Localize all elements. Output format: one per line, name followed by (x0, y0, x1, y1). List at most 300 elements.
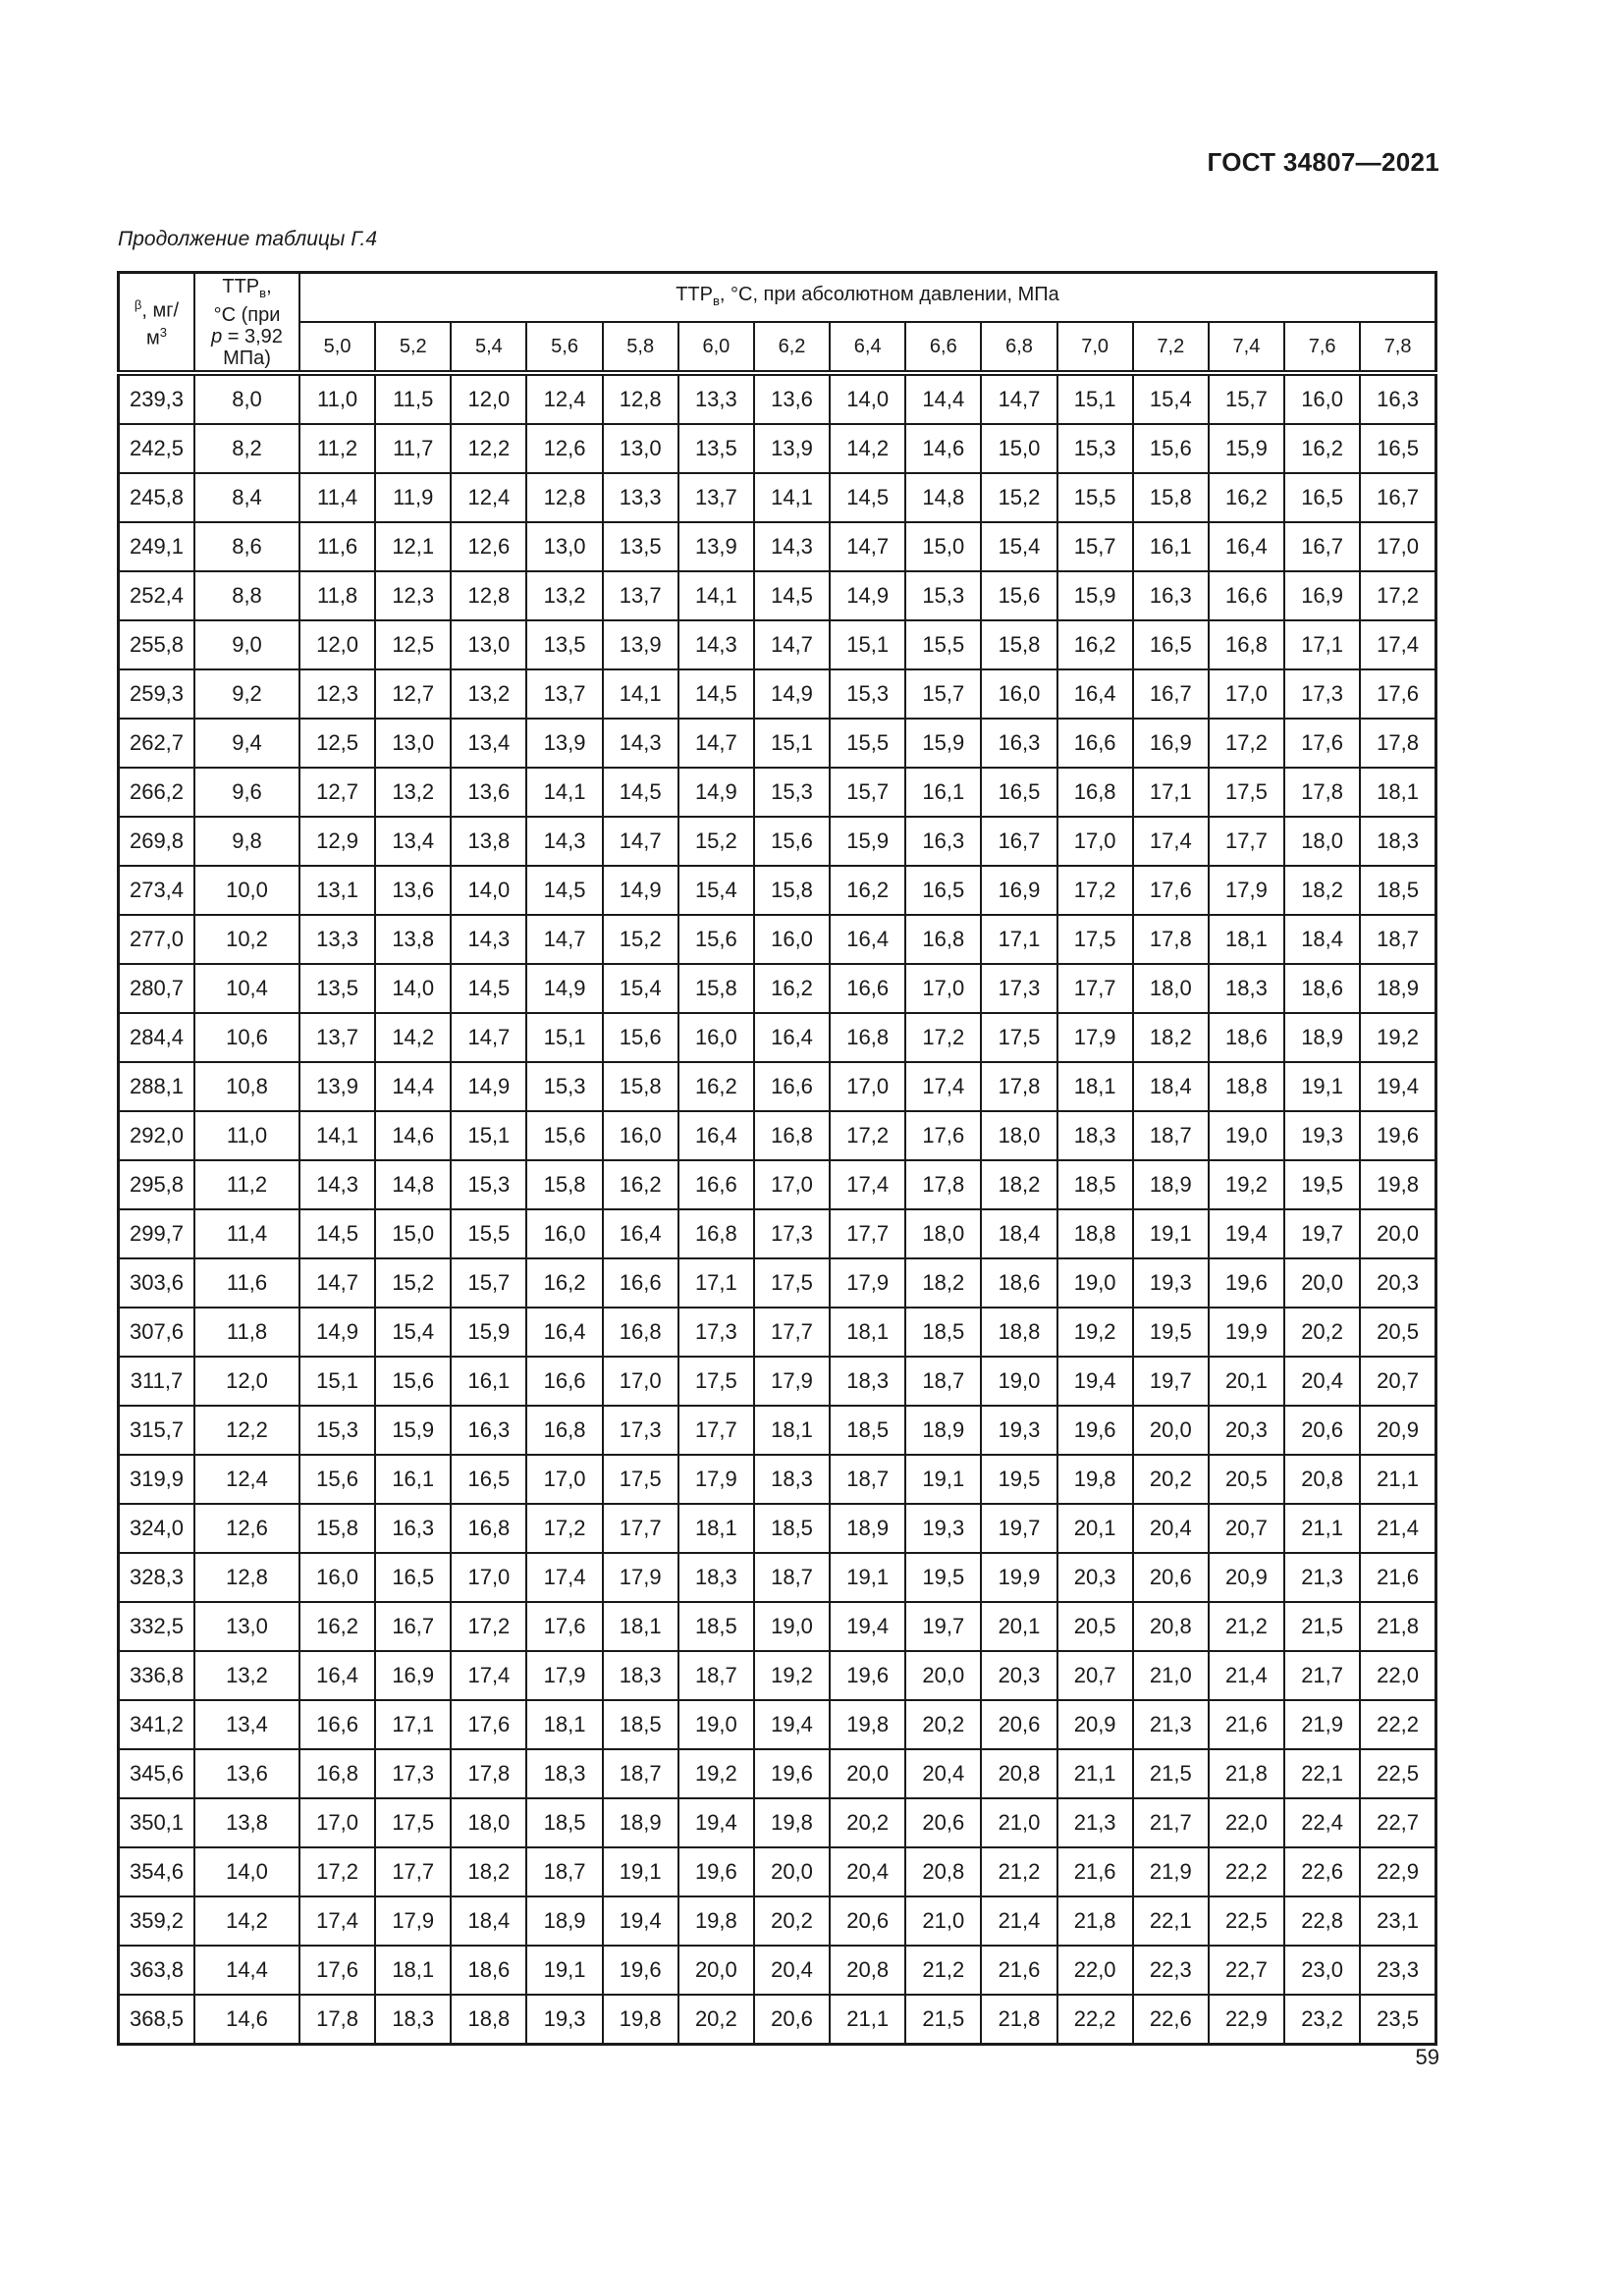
cell-beta: 262,7 (119, 719, 195, 768)
cell-ttr-value: 18,5 (830, 1406, 905, 1455)
cell-ttr-value: 20,0 (754, 1847, 830, 1896)
cell-ttr-value: 18,4 (451, 1896, 526, 1946)
cell-ttr-value: 18,4 (1133, 1062, 1209, 1111)
cell-ttr-value: 15,0 (375, 1209, 451, 1258)
table-row (119, 1160, 1436, 1209)
cell-ttr-value: 18,5 (905, 1308, 981, 1357)
cell-ttr-value: 13,6 (754, 373, 830, 424)
cell-ttr-value: 18,1 (1209, 915, 1284, 964)
cell-ttr-value: 13,6 (375, 866, 451, 915)
cell-ttr-base: 9,4 (194, 719, 299, 768)
cell-ttr-value: 18,6 (451, 1946, 526, 1995)
column-header-pressure: 6,2 (754, 322, 830, 373)
cell-ttr-value: 19,4 (754, 1700, 830, 1749)
cell-ttr-base: 13,8 (194, 1798, 299, 1847)
cell-beta: 252,4 (119, 571, 195, 620)
cell-ttr-value: 16,7 (1360, 473, 1435, 522)
cell-beta: 239,3 (119, 373, 195, 424)
cell-ttr-value: 12,7 (299, 768, 375, 817)
cell-ttr-value: 16,8 (905, 915, 981, 964)
column-header-pressure: 5,0 (299, 322, 375, 373)
cell-ttr-value: 16,3 (451, 1406, 526, 1455)
cell-ttr-value: 20,6 (905, 1798, 981, 1847)
table-row (119, 1013, 1436, 1062)
cell-ttr-value: 21,1 (1284, 1504, 1360, 1553)
cell-ttr-value: 19,5 (1133, 1308, 1209, 1357)
cell-ttr-value: 15,1 (1057, 373, 1133, 424)
cell-ttr-value: 11,8 (299, 571, 375, 620)
cell-ttr-value: 16,4 (754, 1013, 830, 1062)
cell-ttr-value: 12,9 (299, 817, 375, 866)
cell-ttr-value: 19,7 (905, 1602, 981, 1651)
cell-ttr-value: 15,8 (526, 1160, 602, 1209)
cell-ttr-value: 15,8 (754, 866, 830, 915)
cell-ttr-value: 17,1 (981, 915, 1056, 964)
cell-ttr-value: 15,7 (1209, 373, 1284, 424)
cell-ttr-value: 12,1 (375, 522, 451, 571)
cell-ttr-value: 19,6 (754, 1749, 830, 1798)
cell-ttr-value: 13,7 (299, 1013, 375, 1062)
cell-ttr-value: 21,5 (905, 1995, 981, 2045)
cell-ttr-value: 17,3 (678, 1308, 754, 1357)
cell-ttr-value: 17,3 (1284, 669, 1360, 719)
cell-ttr-value: 17,6 (526, 1602, 602, 1651)
table-row (119, 719, 1436, 768)
cell-ttr-value: 19,1 (526, 1946, 602, 1995)
cell-ttr-value: 16,3 (905, 817, 981, 866)
cell-ttr-value: 20,4 (1284, 1357, 1360, 1406)
cell-ttr-value: 17,0 (905, 964, 981, 1013)
cell-ttr-value: 11,0 (299, 373, 375, 424)
cell-ttr-value: 23,0 (1284, 1946, 1360, 1995)
cell-beta: 363,8 (119, 1946, 195, 1995)
cell-ttr-value: 17,6 (905, 1111, 981, 1160)
cell-ttr-value: 14,7 (830, 522, 905, 571)
cell-ttr-value: 19,4 (678, 1798, 754, 1847)
cell-ttr-value: 15,9 (1209, 424, 1284, 473)
cell-ttr-value: 19,6 (1057, 1406, 1133, 1455)
cell-ttr-value: 18,2 (1133, 1013, 1209, 1062)
cell-ttr-base: 11,6 (194, 1258, 299, 1308)
cell-ttr-value: 12,4 (526, 373, 602, 424)
cell-ttr-value: 16,4 (299, 1651, 375, 1700)
cell-ttr-value: 17,2 (905, 1013, 981, 1062)
cell-ttr-value: 12,7 (375, 669, 451, 719)
cell-beta: 324,0 (119, 1504, 195, 1553)
cell-ttr-value: 15,0 (981, 424, 1056, 473)
cell-ttr-value: 16,4 (678, 1111, 754, 1160)
cell-ttr-base: 9,6 (194, 768, 299, 817)
cell-ttr-value: 17,9 (1209, 866, 1284, 915)
table-row (119, 1209, 1436, 1258)
cell-ttr-value: 19,3 (1133, 1258, 1209, 1308)
table-row (119, 1602, 1436, 1651)
cell-ttr-value: 17,0 (299, 1798, 375, 1847)
cell-ttr-value: 17,8 (299, 1995, 375, 2045)
cell-ttr-value: 17,2 (1360, 571, 1435, 620)
cell-ttr-value: 17,0 (526, 1455, 602, 1504)
cell-ttr-value: 17,3 (375, 1749, 451, 1798)
cell-ttr-value: 19,6 (1360, 1111, 1435, 1160)
cell-ttr-value: 19,1 (830, 1553, 905, 1602)
cell-ttr-value: 15,3 (830, 669, 905, 719)
cell-ttr-value: 14,1 (678, 571, 754, 620)
cell-ttr-value: 17,5 (678, 1357, 754, 1406)
cell-ttr-value: 22,0 (1057, 1946, 1133, 1995)
cell-ttr-base: 13,6 (194, 1749, 299, 1798)
cell-ttr-value: 15,7 (905, 669, 981, 719)
cell-ttr-value: 19,2 (1057, 1308, 1133, 1357)
column-header-pressure: 6,4 (830, 322, 905, 373)
cell-ttr-value: 17,8 (1284, 768, 1360, 817)
cell-ttr-value: 16,9 (375, 1651, 451, 1700)
cell-ttr-value: 17,0 (830, 1062, 905, 1111)
cell-beta: 299,7 (119, 1209, 195, 1258)
cell-ttr-value: 14,9 (603, 866, 678, 915)
cell-ttr-value: 17,2 (1057, 866, 1133, 915)
cell-ttr-value: 16,4 (1057, 669, 1133, 719)
cell-ttr-value: 16,6 (526, 1357, 602, 1406)
cell-ttr-value: 17,9 (526, 1651, 602, 1700)
cell-ttr-value: 17,4 (299, 1896, 375, 1946)
cell-ttr-value: 17,6 (1284, 719, 1360, 768)
cell-ttr-value: 13,0 (603, 424, 678, 473)
cell-ttr-base: 12,6 (194, 1504, 299, 1553)
cell-ttr-value: 12,0 (299, 620, 375, 669)
cell-ttr-value: 14,9 (526, 964, 602, 1013)
cell-ttr-value: 17,6 (451, 1700, 526, 1749)
cell-ttr-value: 21,8 (1057, 1896, 1133, 1946)
cell-ttr-value: 16,7 (1284, 522, 1360, 571)
cell-ttr-value: 17,6 (1360, 669, 1435, 719)
cell-ttr-value: 21,2 (981, 1847, 1056, 1896)
cell-ttr-value: 17,0 (603, 1357, 678, 1406)
cell-ttr-value: 18,3 (678, 1553, 754, 1602)
cell-ttr-base: 8,8 (194, 571, 299, 620)
cell-ttr-value: 18,3 (1209, 964, 1284, 1013)
cell-ttr-value: 16,7 (375, 1602, 451, 1651)
cell-ttr-value: 17,5 (1057, 915, 1133, 964)
cell-beta: 295,8 (119, 1160, 195, 1209)
cell-ttr-value: 17,2 (526, 1504, 602, 1553)
cell-ttr-value: 20,9 (1209, 1553, 1284, 1602)
cell-ttr-value: 18,7 (678, 1651, 754, 1700)
cell-ttr-value: 16,7 (981, 817, 1056, 866)
cell-ttr-value: 15,6 (1133, 424, 1209, 473)
cell-ttr-value: 15,8 (678, 964, 754, 1013)
cell-ttr-value: 19,7 (1284, 1209, 1360, 1258)
cell-ttr-value: 21,2 (905, 1946, 981, 1995)
table-row (119, 1847, 1436, 1896)
cell-ttr-value: 16,5 (981, 768, 1056, 817)
cell-ttr-value: 20,6 (754, 1995, 830, 2045)
cell-ttr-value: 20,4 (754, 1946, 830, 1995)
cell-ttr-value: 18,1 (754, 1406, 830, 1455)
cell-ttr-value: 15,4 (981, 522, 1056, 571)
cell-ttr-value: 18,7 (1133, 1111, 1209, 1160)
cell-ttr-value: 17,4 (1133, 817, 1209, 866)
cell-ttr-value: 13,7 (603, 571, 678, 620)
column-header-pressure: 7,4 (1209, 322, 1284, 373)
cell-ttr-value: 20,2 (905, 1700, 981, 1749)
table-row (119, 1455, 1436, 1504)
cell-ttr-value: 14,6 (905, 424, 981, 473)
cell-ttr-value: 20,4 (905, 1749, 981, 1798)
cell-ttr-value: 18,1 (830, 1308, 905, 1357)
table-row (119, 817, 1436, 866)
cell-ttr-value: 18,9 (830, 1504, 905, 1553)
cell-ttr-value: 15,9 (830, 817, 905, 866)
cell-ttr-value: 20,2 (1133, 1455, 1209, 1504)
cell-ttr-value: 14,3 (526, 817, 602, 866)
cell-ttr-value: 18,9 (526, 1896, 602, 1946)
cell-ttr-value: 20,9 (1360, 1406, 1435, 1455)
cell-ttr-value: 17,5 (981, 1013, 1056, 1062)
cell-ttr-value: 17,9 (830, 1258, 905, 1308)
table-row (119, 768, 1436, 817)
cell-ttr-value: 17,8 (451, 1749, 526, 1798)
cell-ttr-value: 21,0 (905, 1896, 981, 1946)
cell-ttr-value: 22,6 (1284, 1847, 1360, 1896)
cell-ttr-value: 22,7 (1209, 1946, 1284, 1995)
cell-ttr-value: 20,9 (1057, 1700, 1133, 1749)
cell-beta: 368,5 (119, 1995, 195, 2045)
cell-ttr-value: 20,8 (905, 1847, 981, 1896)
cell-ttr-value: 19,1 (1133, 1209, 1209, 1258)
cell-ttr-value: 14,5 (299, 1209, 375, 1258)
cell-ttr-base: 8,6 (194, 522, 299, 571)
cell-ttr-value: 18,9 (1284, 1013, 1360, 1062)
cell-ttr-value: 15,3 (299, 1406, 375, 1455)
cell-ttr-value: 19,8 (678, 1896, 754, 1946)
cell-ttr-value: 20,6 (1133, 1553, 1209, 1602)
cell-ttr-value: 20,5 (1209, 1455, 1284, 1504)
cell-ttr-value: 16,6 (603, 1258, 678, 1308)
cell-ttr-value: 11,7 (375, 424, 451, 473)
cell-ttr-base: 14,6 (194, 1995, 299, 2045)
table-row (119, 915, 1436, 964)
cell-ttr-base: 9,2 (194, 669, 299, 719)
cell-ttr-value: 15,1 (451, 1111, 526, 1160)
cell-ttr-value: 16,6 (678, 1160, 754, 1209)
cell-beta: 269,8 (119, 817, 195, 866)
cell-ttr-value: 13,9 (754, 424, 830, 473)
cell-ttr-value: 13,5 (678, 424, 754, 473)
cell-ttr-value: 22,5 (1209, 1896, 1284, 1946)
cell-beta: 303,6 (119, 1258, 195, 1308)
cell-ttr-value: 18,3 (603, 1651, 678, 1700)
cell-ttr-value: 19,4 (1057, 1357, 1133, 1406)
cell-beta: 284,4 (119, 1013, 195, 1062)
cell-ttr-value: 16,0 (526, 1209, 602, 1258)
cell-ttr-value: 18,6 (1284, 964, 1360, 1013)
cell-ttr-value: 18,3 (526, 1749, 602, 1798)
cell-ttr-value: 17,3 (603, 1406, 678, 1455)
cell-ttr-value: 16,5 (451, 1455, 526, 1504)
cell-ttr-value: 21,6 (1057, 1847, 1133, 1896)
cell-beta: 319,9 (119, 1455, 195, 1504)
cell-ttr-value: 19,0 (981, 1357, 1056, 1406)
cell-ttr-value: 20,0 (1284, 1258, 1360, 1308)
cell-ttr-value: 16,9 (1284, 571, 1360, 620)
cell-ttr-value: 14,0 (830, 373, 905, 424)
cell-ttr-value: 22,2 (1360, 1700, 1435, 1749)
cell-ttr-value: 15,9 (905, 719, 981, 768)
cell-ttr-value: 17,7 (830, 1209, 905, 1258)
cell-beta: 345,6 (119, 1749, 195, 1798)
cell-ttr-base: 8,0 (194, 373, 299, 424)
column-header-beta: $^\beta$, мг/ $м^3$ (119, 273, 195, 374)
cell-ttr-value: 20,5 (1360, 1308, 1435, 1357)
cell-ttr-value: 16,3 (1133, 571, 1209, 620)
cell-ttr-value: 19,1 (905, 1455, 981, 1504)
cell-ttr-value: 17,1 (1284, 620, 1360, 669)
cell-ttr-value: 19,5 (1284, 1160, 1360, 1209)
cell-ttr-value: 17,2 (830, 1111, 905, 1160)
column-header-ttr-base: $ТТР_в$, °С (при p = 3,92 МПа) (194, 273, 299, 374)
cell-ttr-value: 17,2 (451, 1602, 526, 1651)
cell-ttr-value: 15,5 (451, 1209, 526, 1258)
cell-ttr-value: 17,3 (754, 1209, 830, 1258)
cell-ttr-value: 16,1 (375, 1455, 451, 1504)
table-row (119, 1896, 1436, 1946)
cell-ttr-value: 21,1 (1360, 1455, 1435, 1504)
cell-ttr-value: 12,8 (603, 373, 678, 424)
cell-ttr-value: 16,8 (603, 1308, 678, 1357)
cell-ttr-value: 17,9 (1057, 1013, 1133, 1062)
cell-ttr-value: 12,5 (375, 620, 451, 669)
cell-ttr-value: 15,8 (603, 1062, 678, 1111)
cell-beta: 359,2 (119, 1896, 195, 1946)
table-row (119, 424, 1436, 473)
cell-ttr-value: 14,4 (375, 1062, 451, 1111)
cell-ttr-value: 18,4 (1284, 915, 1360, 964)
cell-ttr-value: 16,8 (678, 1209, 754, 1258)
cell-ttr-value: 17,8 (1360, 719, 1435, 768)
data-table-container (117, 271, 1437, 2046)
cell-ttr-value: 20,3 (1209, 1406, 1284, 1455)
cell-ttr-value: 18,1 (678, 1504, 754, 1553)
document-standard-number: ГОСТ 34807—2021 (1207, 147, 1439, 177)
cell-ttr-base: 10,2 (194, 915, 299, 964)
cell-ttr-value: 15,2 (603, 915, 678, 964)
cell-ttr-value: 15,2 (375, 1258, 451, 1308)
header-row-pressures (119, 322, 1436, 373)
cell-ttr-value: 16,3 (375, 1504, 451, 1553)
column-group-header-pressure: $ТТР_в$, °С, при абсолютном давлении, МПа (299, 273, 1436, 323)
table-row (119, 669, 1436, 719)
cell-ttr-value: 22,9 (1360, 1847, 1435, 1896)
cell-ttr-value: 20,0 (830, 1749, 905, 1798)
cell-ttr-value: 13,4 (451, 719, 526, 768)
cell-ttr-value: 14,9 (830, 571, 905, 620)
cell-ttr-value: 18,9 (1360, 964, 1435, 1013)
cell-ttr-value: 17,7 (678, 1406, 754, 1455)
cell-ttr-value: 16,4 (830, 915, 905, 964)
cell-ttr-value: 17,0 (754, 1160, 830, 1209)
table-row (119, 1406, 1436, 1455)
cell-ttr-value: 14,9 (299, 1308, 375, 1357)
cell-ttr-value: 16,2 (1284, 424, 1360, 473)
cell-ttr-value: 14,9 (754, 669, 830, 719)
cell-ttr-value: 14,3 (299, 1160, 375, 1209)
cell-ttr-value: 17,2 (299, 1847, 375, 1896)
table-row (119, 571, 1436, 620)
cell-beta: 341,2 (119, 1700, 195, 1749)
cell-ttr-value: 15,6 (375, 1357, 451, 1406)
cell-ttr-value: 18,1 (526, 1700, 602, 1749)
header-row-group (119, 273, 1436, 323)
column-header-pressure: 6,0 (678, 322, 754, 373)
cell-ttr-value: 13,1 (299, 866, 375, 915)
cell-ttr-value: 21,4 (1209, 1651, 1284, 1700)
cell-ttr-value: 12,6 (526, 424, 602, 473)
cell-ttr-value: 15,1 (526, 1013, 602, 1062)
cell-ttr-value: 14,7 (981, 373, 1056, 424)
cell-ttr-value: 21,6 (981, 1946, 1056, 1995)
cell-ttr-value: 18,7 (603, 1749, 678, 1798)
cell-ttr-value: 15,3 (754, 768, 830, 817)
cell-ttr-value: 17,9 (754, 1357, 830, 1406)
cell-ttr-base: 14,2 (194, 1896, 299, 1946)
cell-ttr-value: 17,4 (526, 1553, 602, 1602)
cell-beta: 242,5 (119, 424, 195, 473)
cell-ttr-value: 18,8 (451, 1995, 526, 2045)
table-row (119, 1111, 1436, 1160)
cell-ttr-value: 18,5 (603, 1700, 678, 1749)
cell-ttr-value: 16,8 (451, 1504, 526, 1553)
cell-ttr-value: 21,1 (1057, 1749, 1133, 1798)
cell-ttr-value: 19,8 (830, 1700, 905, 1749)
cell-ttr-value: 16,7 (1133, 669, 1209, 719)
cell-ttr-value: 14,9 (451, 1062, 526, 1111)
cell-ttr-value: 15,7 (1057, 522, 1133, 571)
cell-ttr-value: 18,7 (905, 1357, 981, 1406)
cell-ttr-value: 14,7 (451, 1013, 526, 1062)
cell-ttr-value: 12,4 (451, 473, 526, 522)
cell-ttr-value: 14,2 (830, 424, 905, 473)
cell-ttr-value: 22,1 (1284, 1749, 1360, 1798)
cell-ttr-value: 20,4 (830, 1847, 905, 1896)
cell-beta: 266,2 (119, 768, 195, 817)
cell-ttr-value: 17,5 (754, 1258, 830, 1308)
cell-ttr-value: 16,6 (1057, 719, 1133, 768)
cell-ttr-value: 15,1 (299, 1357, 375, 1406)
cell-ttr-value: 19,3 (905, 1504, 981, 1553)
cell-ttr-value: 17,4 (905, 1062, 981, 1111)
cell-ttr-value: 20,0 (1133, 1406, 1209, 1455)
cell-ttr-value: 20,0 (1360, 1209, 1435, 1258)
cell-ttr-value: 14,9 (678, 768, 754, 817)
cell-ttr-value: 20,2 (678, 1995, 754, 2045)
cell-ttr-value: 17,1 (1133, 768, 1209, 817)
cell-ttr-value: 20,3 (1360, 1258, 1435, 1308)
cell-ttr-value: 12,8 (526, 473, 602, 522)
cell-ttr-base: 13,0 (194, 1602, 299, 1651)
cell-ttr-value: 17,0 (1360, 522, 1435, 571)
cell-ttr-value: 19,4 (1360, 1062, 1435, 1111)
cell-ttr-value: 14,2 (375, 1013, 451, 1062)
table-row (119, 1504, 1436, 1553)
cell-ttr-value: 17,0 (1209, 669, 1284, 719)
cell-ttr-value: 16,5 (905, 866, 981, 915)
cell-ttr-value: 17,8 (1133, 915, 1209, 964)
cell-ttr-value: 14,1 (526, 768, 602, 817)
cell-ttr-value: 20,0 (678, 1946, 754, 1995)
cell-ttr-value: 13,5 (526, 620, 602, 669)
table-row (119, 1357, 1436, 1406)
cell-ttr-value: 15,2 (981, 473, 1056, 522)
